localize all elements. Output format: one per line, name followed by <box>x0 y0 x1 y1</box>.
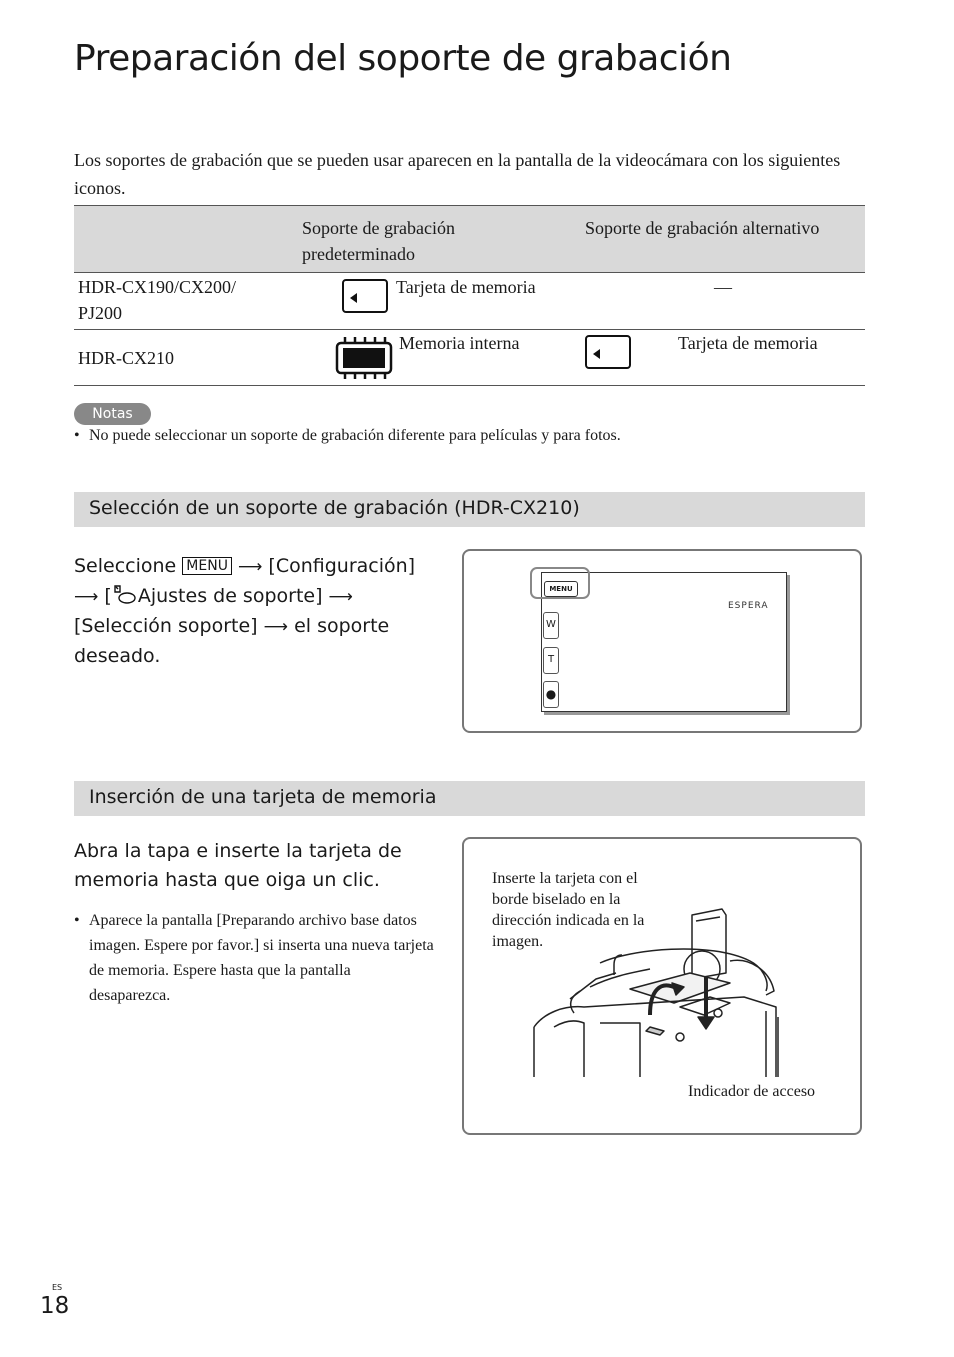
zoom-wide-button[interactable]: W <box>543 612 559 639</box>
table-row <box>74 329 865 386</box>
arrow-right-icon: ⟶ <box>263 617 289 637</box>
intro-paragraph: Los soportes de grabación que se pueden usar aparecen en la pantalla de la videocámara con los siguientes iconos. <box>74 150 841 198</box>
bullet: • <box>74 912 80 929</box>
card-insertion-figure <box>462 837 862 1135</box>
instruction-part: [Configuración] <box>268 555 416 577</box>
instruction-part: el soporte deseado. <box>74 615 390 667</box>
alternative-media-label: Tarjeta de memoria <box>678 333 818 353</box>
zoom-tele-button[interactable]: T <box>543 647 559 674</box>
notes-badge: Notas <box>74 403 151 425</box>
internal-memory-icon <box>335 335 393 381</box>
header-default-media: Soporte de grabación predeterminado <box>302 218 455 264</box>
status-text: ESPERA <box>728 601 769 611</box>
menu-button[interactable]: MENU <box>544 581 578 597</box>
camcorder-illustration <box>530 907 790 1079</box>
section-heading: Inserción de una tarjeta de memoria <box>89 786 437 808</box>
memory-card-icon <box>585 335 631 369</box>
page-title: Preparación del soporte de grabación <box>74 38 732 79</box>
memory-card-icon <box>342 279 388 313</box>
model-name: HDR-CX210 <box>78 348 175 368</box>
table-row <box>74 271 865 330</box>
access-indicator-label: Indicador de acceso <box>688 1083 816 1100</box>
menu-key-icon: MENU <box>182 557 232 575</box>
page-number: 18 <box>40 1293 70 1319</box>
instruction-text <box>74 552 444 671</box>
arrow-right-icon: ⟶ <box>238 557 263 577</box>
table-header <box>74 205 865 273</box>
record-button[interactable]: ● <box>543 681 559 708</box>
figure-caption: Inserte la tarjeta con el borde biselado en la dirección indicada en la imagen. <box>492 870 645 950</box>
section-heading: Selección de un soporte de grabación (HDR-CX210) <box>89 497 580 519</box>
media-settings-icon <box>112 583 138 605</box>
default-media-label: Memoria interna <box>399 333 520 353</box>
language-code: ES <box>52 1283 63 1292</box>
default-media-label: Tarjeta de memoria <box>396 277 536 297</box>
bullet: • <box>74 427 80 444</box>
arrow-right-icon: ⟶ <box>74 587 99 607</box>
instruction-part: [ <box>104 585 112 607</box>
header-alternative-media: Soporte de grabación alternativo <box>585 218 820 238</box>
arrow-right-icon: ⟶ <box>328 587 353 607</box>
model-name: HDR-CX190/CX200/ PJ200 <box>78 277 237 323</box>
recording-media-table <box>74 205 865 386</box>
alternative-media-label: — <box>714 277 732 297</box>
bullet-text: Aparece la pantalla [Preparando archivo base datos imagen. Espere por favor.] si inserta una nueva tarjeta de memoria. Espere hasta que la pantalla desaparezca. <box>89 912 434 1004</box>
instruction-part: [Selección soporte] <box>74 615 258 637</box>
section-heading-bar <box>74 781 865 816</box>
instruction-part: Ajustes de soporte] <box>137 585 323 607</box>
note-text: No puede seleccionar un soporte de grabación diferente para películas y para fotos. <box>89 427 621 444</box>
step-bullet <box>74 908 434 1008</box>
lcd-screen-figure <box>462 549 862 733</box>
section-heading-bar <box>74 492 865 527</box>
instruction-part: Seleccione <box>74 555 177 577</box>
step-heading: Abra la tapa e inserte la tarjeta de memoria hasta que oiga un clic. <box>74 840 402 891</box>
